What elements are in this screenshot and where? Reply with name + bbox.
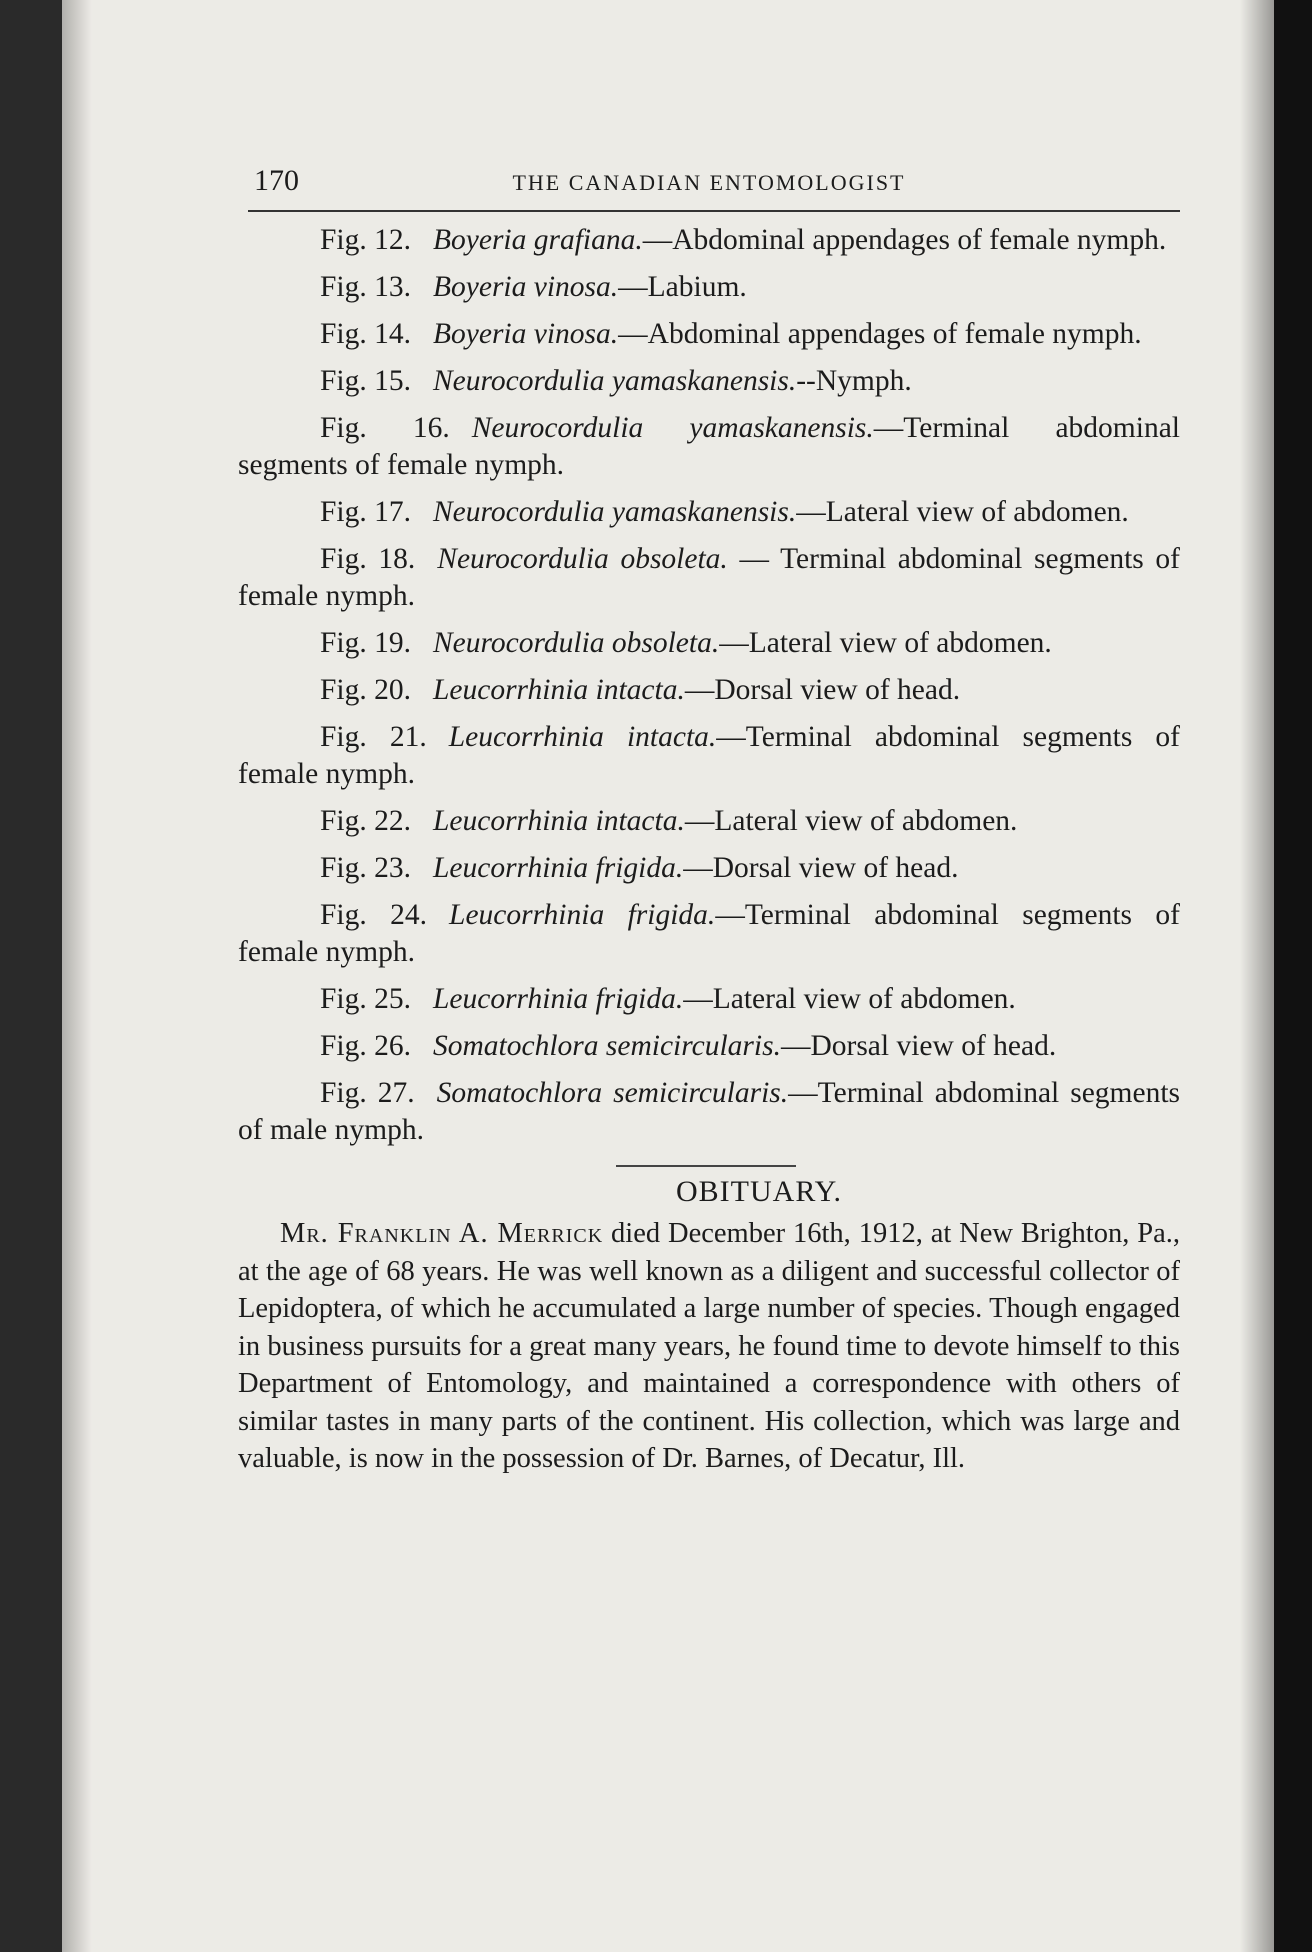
species-name: Leucorrhinia intacta. xyxy=(448,721,717,753)
species-name: Neurocordulia yamaskanensis. xyxy=(432,496,797,528)
obituary-name: Mr. Franklin A. Merrick xyxy=(280,1218,604,1249)
figure-number: Fig. 26. xyxy=(320,1030,411,1062)
figure-description: —Lateral view of abdomen. xyxy=(796,496,1129,528)
species-name: Leucorrhinia intacta. xyxy=(432,805,685,837)
figure-caption xyxy=(238,1075,1180,1149)
figure-description: —Lateral view of abdomen. xyxy=(719,627,1052,659)
figure-number: Fig. 12. xyxy=(320,224,411,256)
figure-description: —Terminal abdominal segments of female nymph. xyxy=(238,412,1180,481)
figure-number: Fig. 18. xyxy=(320,543,416,575)
figure-caption xyxy=(238,316,1180,353)
figure-number: Fig. 20. xyxy=(320,674,411,706)
figure-caption xyxy=(238,672,1180,709)
figure-captions xyxy=(238,222,1180,1149)
figure-description: — Terminal abdominal segments of female nymph. xyxy=(238,543,1180,612)
figure-caption xyxy=(238,1028,1180,1065)
figure-description: —Dorsal view of head. xyxy=(683,852,959,884)
gutter-shadow xyxy=(62,0,92,1952)
figure-number: Fig. 24. xyxy=(320,899,428,931)
figure-caption xyxy=(238,850,1180,887)
figure-caption xyxy=(238,625,1180,662)
page-number: 170 xyxy=(254,164,299,197)
figure-number: Fig. 13. xyxy=(320,271,411,303)
figure-caption xyxy=(238,222,1180,259)
journal-title: THE CANADIAN ENTOMOLOGIST xyxy=(512,170,906,195)
species-name: Neurocordulia yamaskanensis. xyxy=(432,365,797,397)
page-curl-shadow xyxy=(1240,0,1274,1952)
figure-number: Fig. 25. xyxy=(320,983,411,1015)
figure-caption xyxy=(238,981,1180,1018)
species-name: Neurocordulia obsoleta. xyxy=(432,627,720,659)
page-content xyxy=(238,150,1180,1478)
figure-caption xyxy=(238,897,1180,971)
figure-number: Fig. 21. xyxy=(320,721,427,753)
figure-description: —Lateral view of abdomen. xyxy=(684,805,1018,837)
species-name: Somatochlora semicircularis. xyxy=(432,1030,781,1062)
figure-caption xyxy=(238,719,1180,793)
figure-description: —Terminal abdominal segments of male nymph. xyxy=(238,1077,1181,1146)
running-head xyxy=(238,150,1180,196)
species-name: Somatochlora semicircularis. xyxy=(436,1077,789,1109)
figure-number: Fig. 22. xyxy=(320,805,411,837)
figure-number: Fig. 14. xyxy=(320,318,411,350)
obituary-title: OBITUARY. xyxy=(676,1175,842,1208)
species-name: Leucorrhinia frigida. xyxy=(432,983,684,1015)
figure-description: —Abdominal appendages of female nymph. xyxy=(618,318,1142,350)
figure-caption xyxy=(238,410,1180,484)
figure-description: —Terminal abdominal segments of female nymph. xyxy=(238,721,1180,790)
figure-caption xyxy=(238,494,1180,531)
figure-number: Fig. 16. xyxy=(320,412,450,444)
species-name: Leucorrhinia frigida. xyxy=(432,852,684,884)
figure-caption xyxy=(238,803,1180,840)
figure-description: —Terminal abdominal segments of female nymph. xyxy=(238,899,1181,968)
obituary-text xyxy=(238,1215,1180,1478)
species-name: Boyeria vinosa. xyxy=(432,271,619,303)
figure-number: Fig. 19. xyxy=(320,627,411,659)
figure-number: Fig. 15. xyxy=(320,365,411,397)
figure-description: --Nymph. xyxy=(796,365,912,397)
section-divider xyxy=(616,1165,796,1167)
figure-number: Fig. 17. xyxy=(320,496,411,528)
species-name: Boyeria vinosa. xyxy=(432,318,619,350)
figure-caption xyxy=(238,269,1180,306)
obituary-body: died December 16th, 1912, at New Brighton, Pa., at the age of 68 years. He was well known as a diligent and successful collector of Lepidoptera, of which he accumulated a large number of species. Though engaged in business pursuits for a great many years, he found time to devote himself to this Department of Entomology, and maintained a correspondence with others of similar tastes in many parts of the continent. His collection, which was large and valuable, is now in the possession of Dr. Barnes, of Decatur, Ill. xyxy=(238,1218,1180,1474)
figure-description: —Abdominal appendages of female nymph. xyxy=(642,224,1167,256)
figure-number: Fig. 27. xyxy=(320,1077,415,1109)
figure-number: Fig. 23. xyxy=(320,852,411,884)
page-edge xyxy=(1274,0,1312,1952)
species-name: Leucorrhinia frigida. xyxy=(449,899,716,931)
figure-caption xyxy=(238,363,1180,400)
species-name: Neurocordulia obsoleta. xyxy=(437,543,728,575)
species-name: Boyeria grafiana. xyxy=(432,224,643,256)
figure-description: —Labium. xyxy=(618,271,747,303)
figure-description: —Dorsal view of head. xyxy=(780,1030,1057,1062)
figure-description: —Lateral view of abdomen. xyxy=(683,983,1016,1015)
header-rule xyxy=(248,210,1180,212)
figure-caption xyxy=(238,541,1180,615)
species-name: Leucorrhinia intacta. xyxy=(432,674,685,706)
species-name: Neurocordulia yamaskanensis. xyxy=(471,412,874,444)
figure-description: —Dorsal view of head. xyxy=(684,674,961,706)
